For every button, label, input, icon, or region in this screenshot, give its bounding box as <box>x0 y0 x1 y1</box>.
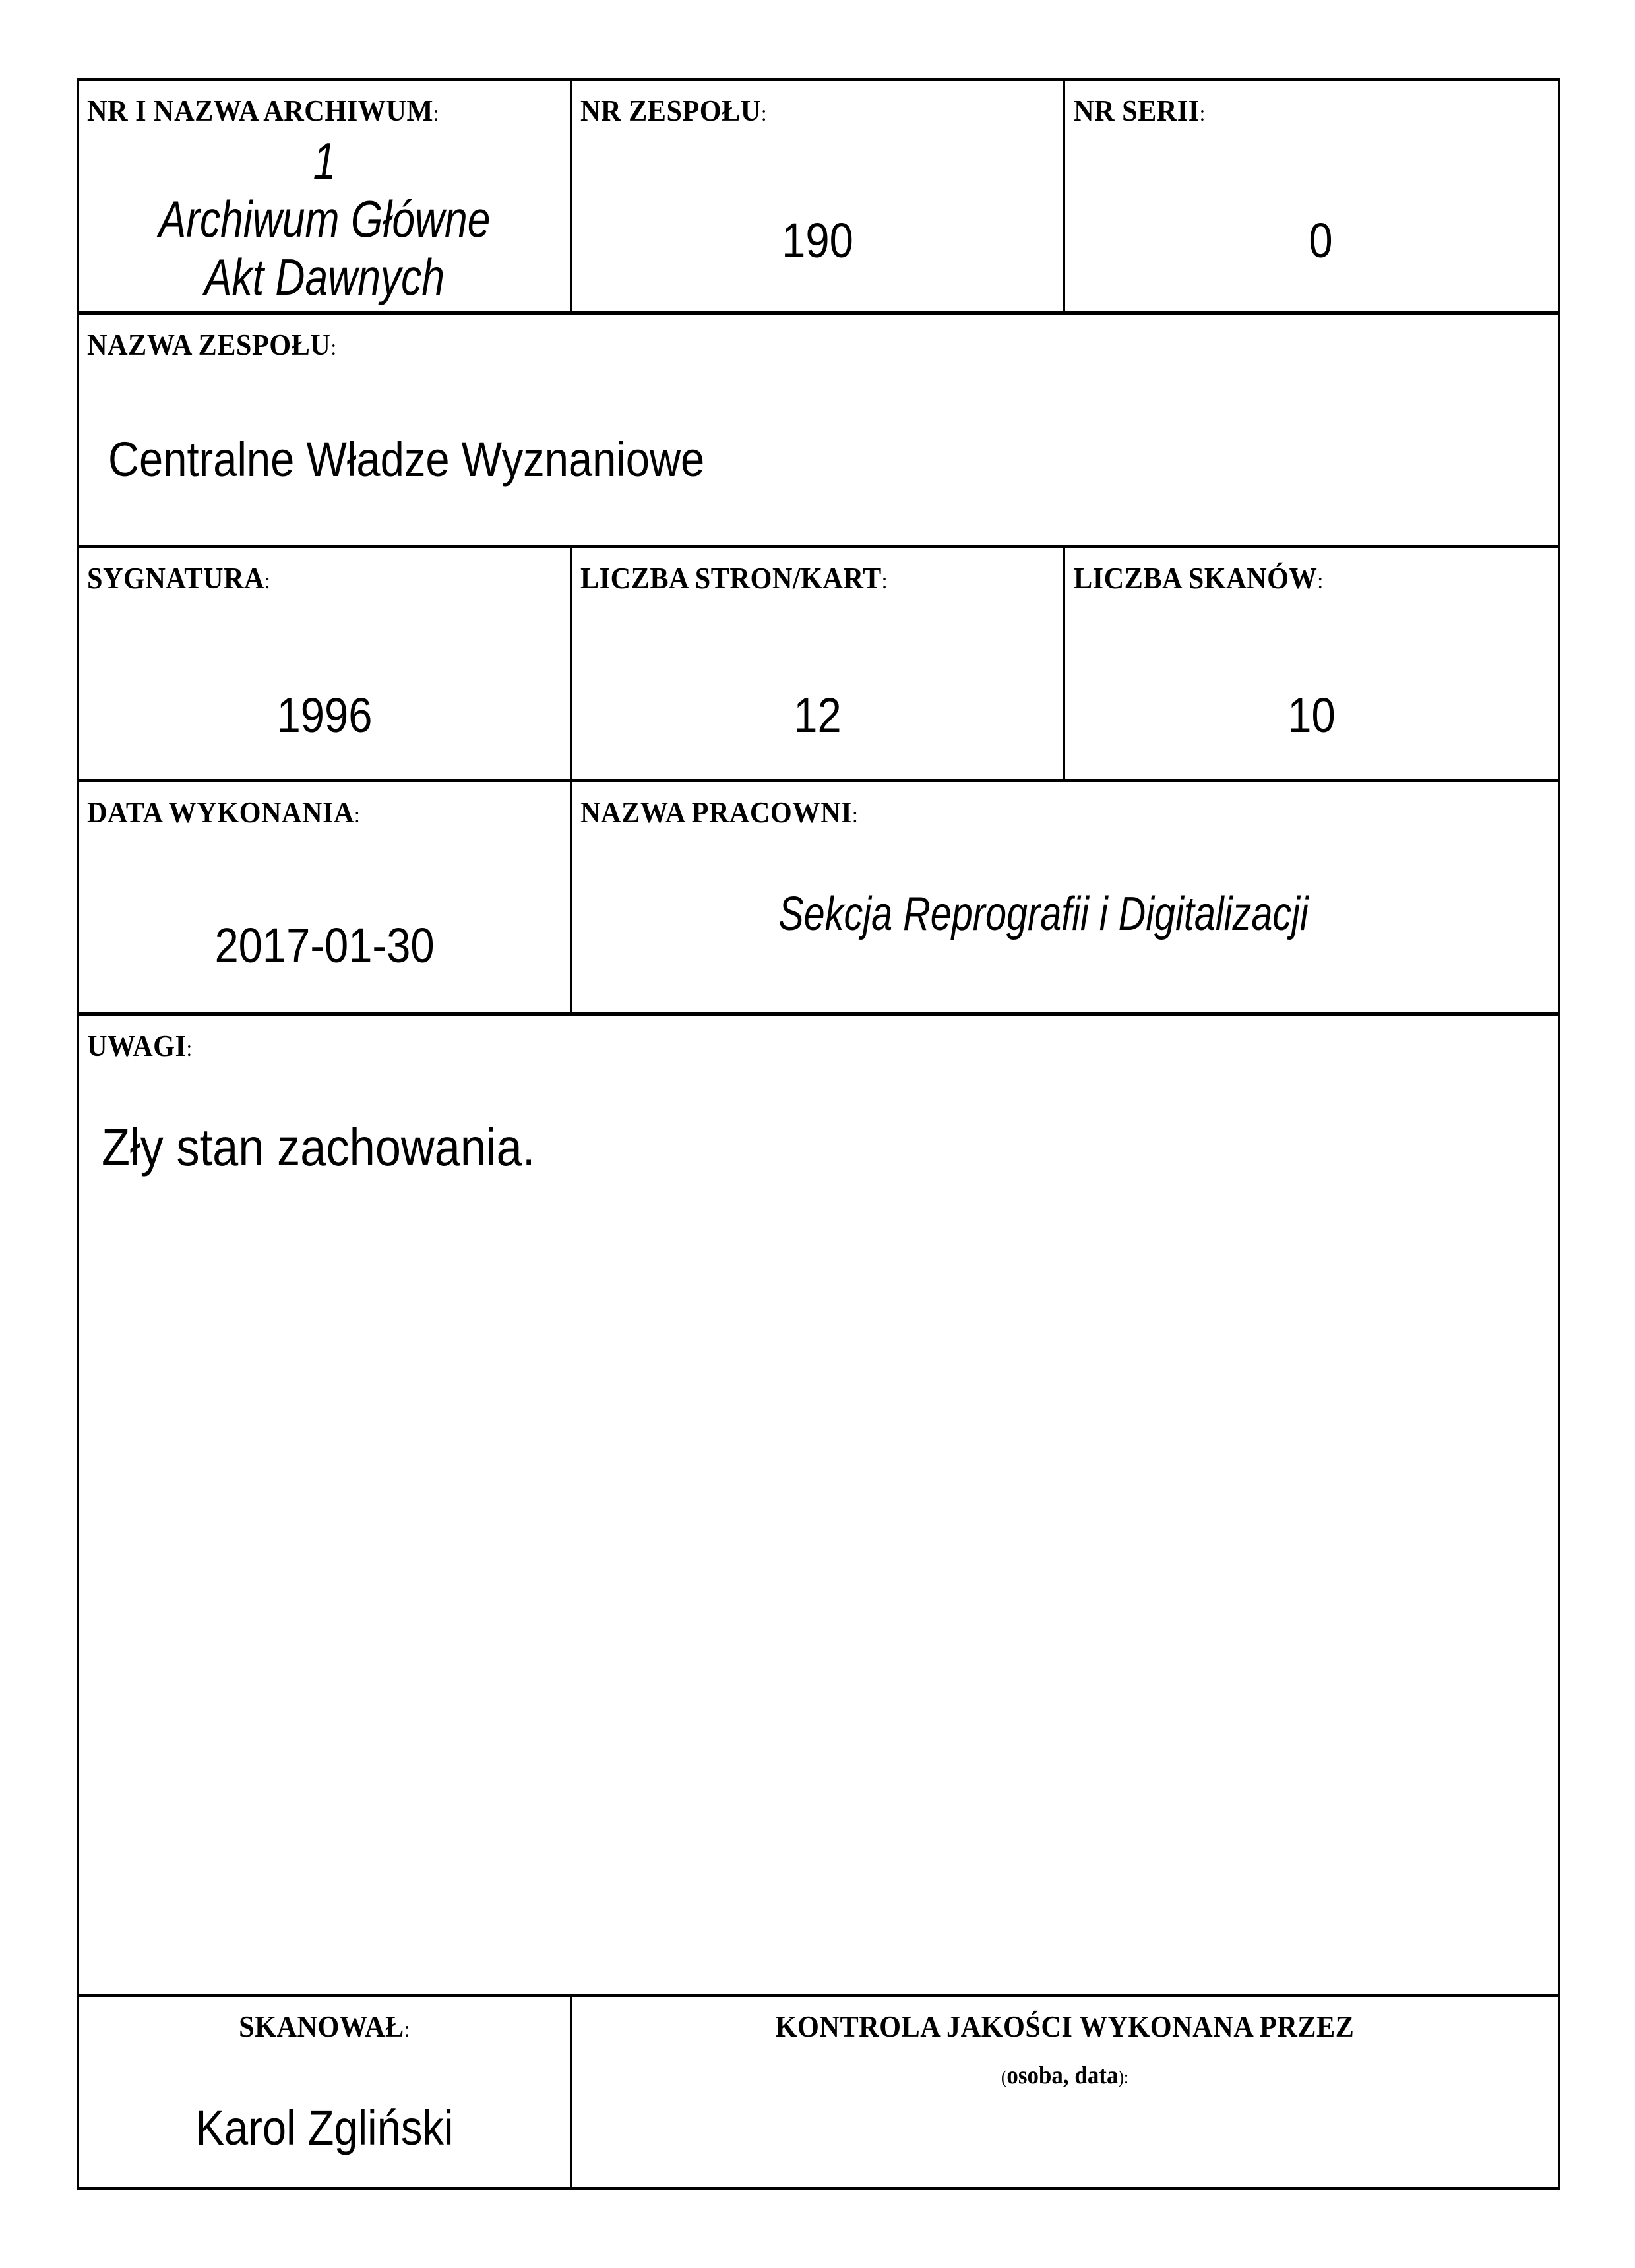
col-divider-row3-b <box>1063 546 1065 780</box>
row-divider-5 <box>77 1994 1560 1997</box>
col-divider-row3-a <box>570 546 572 780</box>
pages-count-label-text: LICZBA STRON/KART <box>580 561 882 595</box>
date-done-value: 2017-01-30 <box>214 918 435 973</box>
scanned-by-value: Karol Zgliński <box>195 2100 454 2155</box>
series-number-value: 0 <box>1309 213 1333 268</box>
col-divider-row1-b <box>1063 78 1065 313</box>
scanned-by-label <box>99 2011 550 2042</box>
remarks-label-text: UWAGI <box>87 1029 187 1062</box>
archive-name-line1: Archiwum Główne <box>158 190 491 248</box>
scans-count-value: 10 <box>1287 688 1336 743</box>
remarks-value: Zły stan zachowania. <box>102 1118 536 1177</box>
colon: : <box>881 569 888 594</box>
archive-label-text: NR I NAZWA ARCHIWUM <box>87 94 433 127</box>
quality-control-label-text: KONTROLA JAKOŚCI WYKONANA PRZEZ <box>775 2009 1355 2043</box>
colon: : <box>433 102 440 126</box>
fonds-number-label-text: NR ZESPOŁU <box>580 94 761 127</box>
row-divider-2 <box>77 545 1560 548</box>
scans-count-label <box>1074 563 1323 594</box>
quality-control-sublabel <box>611 2063 1518 2088</box>
series-number-label <box>1074 96 1206 126</box>
date-done-label-text: DATA WYKONANIA <box>87 795 355 829</box>
signature-value: 1996 <box>276 688 373 743</box>
col-divider-row4 <box>570 780 572 1014</box>
col-divider-row6 <box>570 1995 572 2188</box>
colon: : <box>354 803 361 828</box>
fonds-name-label-text: NAZWA ZESPOŁU <box>87 328 331 361</box>
row-divider-4 <box>77 1012 1560 1016</box>
colon: : <box>1317 569 1324 594</box>
colon: : <box>760 102 768 126</box>
colon: : <box>186 1037 193 1061</box>
fonds-name-label <box>87 330 336 360</box>
colon: : <box>330 336 337 360</box>
quality-control-label <box>611 2011 1518 2042</box>
archive-label <box>87 96 439 126</box>
quality-control-sublabel-text: osoba, data <box>1006 2062 1119 2089</box>
border-right <box>1558 78 1560 2190</box>
pages-count-value: 12 <box>793 688 842 743</box>
archive-name-line2: Akt Dawnych <box>204 248 445 306</box>
row-divider-3 <box>77 779 1560 782</box>
scans-count-label-text: LICZBA SKANÓW <box>1074 561 1318 595</box>
fonds-number-label <box>580 96 767 126</box>
archive-number: 1 <box>313 132 336 190</box>
remarks-label <box>87 1031 193 1061</box>
border-top <box>77 78 1560 81</box>
colon: : <box>1199 102 1206 126</box>
colon: : <box>264 569 271 594</box>
col-divider-row1-a <box>570 78 572 313</box>
colon: : <box>404 2017 410 2042</box>
fonds-number-value: 190 <box>782 213 853 268</box>
pages-count-label <box>580 563 888 594</box>
row-divider-1 <box>77 311 1560 315</box>
fonds-name-value: Centralne Władze Wyznaniowe <box>108 432 705 487</box>
workshop-name-value: Sekcja Reprografii i Digitalizacji <box>778 888 1309 940</box>
signature-label-text: SYGNATURA <box>87 561 265 595</box>
border-bottom <box>77 2187 1560 2190</box>
workshop-name-label <box>580 797 858 828</box>
workshop-name-label-text: NAZWA PRACOWNI <box>580 795 853 829</box>
scanned-by-label-text: SKANOWAŁ <box>239 2009 404 2043</box>
date-done-label <box>87 797 360 828</box>
paren-close: ): <box>1118 2068 1129 2088</box>
signature-label <box>87 563 270 594</box>
colon: : <box>852 803 859 828</box>
paren-open: ( <box>1001 2068 1007 2088</box>
series-number-label-text: NR SERII <box>1074 94 1200 127</box>
border-left <box>77 78 79 2190</box>
